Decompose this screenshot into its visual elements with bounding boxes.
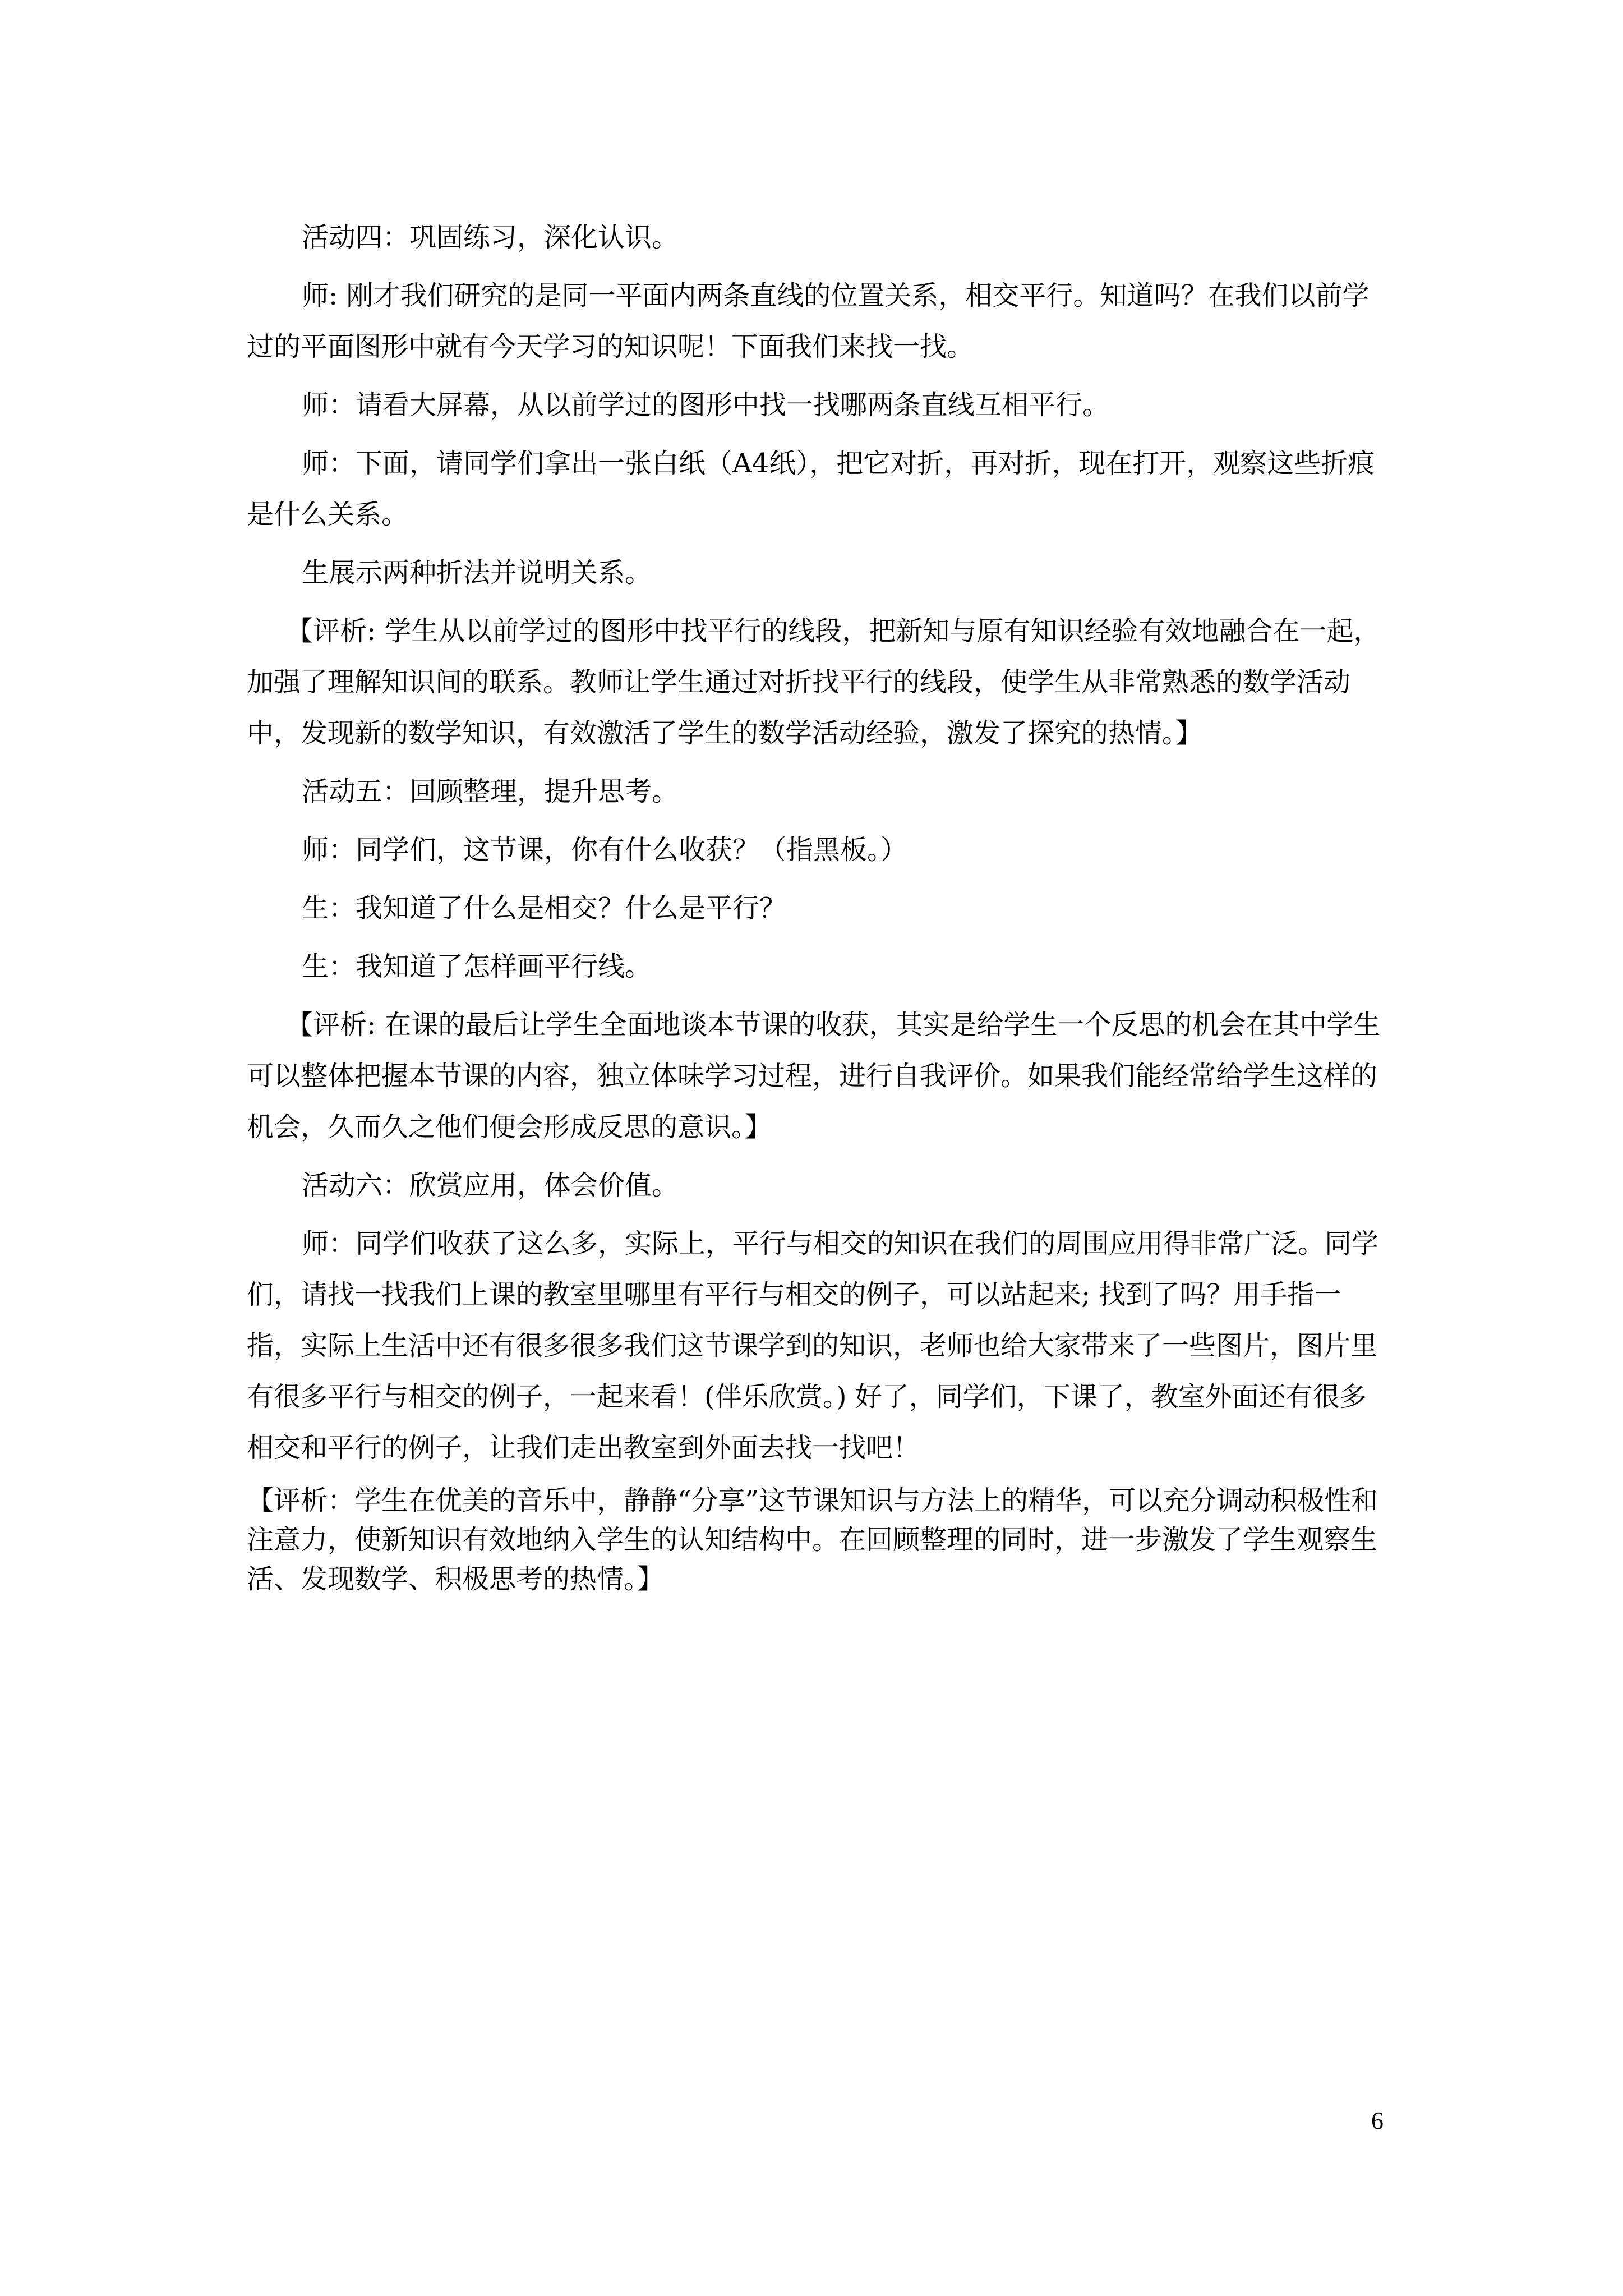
student-paragraph: 生：我知道了怎样画平行线。 bbox=[302, 951, 652, 982]
student-paragraph: 生展示两种折法并说明关系。 bbox=[302, 557, 652, 588]
activity-five-heading: 活动五：回顾整理，提升思考。 bbox=[302, 776, 679, 807]
page-number: 6 bbox=[1371, 2107, 1384, 2134]
teacher-paragraph: 师: 刚才我们研究的是同一平面内两条直线的位置关系，相交平行。知道吗？在我们以前学过的平面图形中就有今天学习的知识呢！下面我们来找一找。 bbox=[247, 280, 1370, 362]
teacher-paragraph: 师：同学们收获了这么多，实际上，平行与相交的知识在我们的周围应用得非常广泛。同学们，请找一找我们上课的教室里哪里有平行与相交的例子，可以站起来; 找到了吗？用手指一指，实际上生活中还有很多很多我们这节课学到的知识，老师也给大家带来了一些图片，图片里有很多平行与相交的例子，一起来看！(伴乐欣赏。) 好了，同学们，下课了，教室外面还有很多相交和平行的例子，让我们走出教室到外面去找一找吧！ bbox=[247, 1228, 1379, 1464]
student-paragraph: 生：我知道了什么是相交？什么是平行？ bbox=[302, 892, 787, 924]
activity-six-heading: 活动六：欣赏应用，体会价值。 bbox=[302, 1170, 679, 1201]
teacher-paragraph: 师：下面，请同学们拿出一张白纸（A4纸），把它对折，再对折，现在打开，观察这些折痕是什么关系。 bbox=[247, 448, 1375, 530]
teacher-paragraph: 师：请看大屏幕，从以前学过的图形中找一找哪两条直线互相平行。 bbox=[302, 389, 1110, 421]
document-body bbox=[247, 212, 1391, 1599]
evaluation-paragraph: 【评析: 在课的最后让学生全面地谈本节课的收获，其实是给学生一个反思的机会在其中学生可以整体把握本节课的内容，独立体味学习过程，进行自我评价。如果我们能经常给学生这样的机会，久而久之他们便会形成反思的意识。】 bbox=[247, 1009, 1381, 1143]
final-evaluation-paragraph: 【评析：学生在优美的音乐中，静静“分享”这节课知识与方法上的精华，可以充分调动积极性和注意力，使新知识有效地纳入学生的认知结构中。在回顾整理的同时，进一步激发了学生观察生活、发现数学、积极思考的热情。】 bbox=[247, 1485, 1378, 1595]
evaluation-paragraph: 【评析: 学生从以前学过的图形中找平行的线段，把新知与原有知识经验有效地融合在一起，加强了理解知识间的联系。教师让学生通过对折找平行的线段，使学生从非常熟悉的数学活动中，发现新的数学知识，有效激活了学生的数学活动经验，激发了探究的热情。】 bbox=[247, 615, 1381, 749]
teacher-paragraph: 师：同学们，这节课，你有什么收获？（指黑板。） bbox=[302, 834, 908, 866]
activity-four-heading: 活动四：巩固练习，深化认识。 bbox=[302, 222, 679, 253]
